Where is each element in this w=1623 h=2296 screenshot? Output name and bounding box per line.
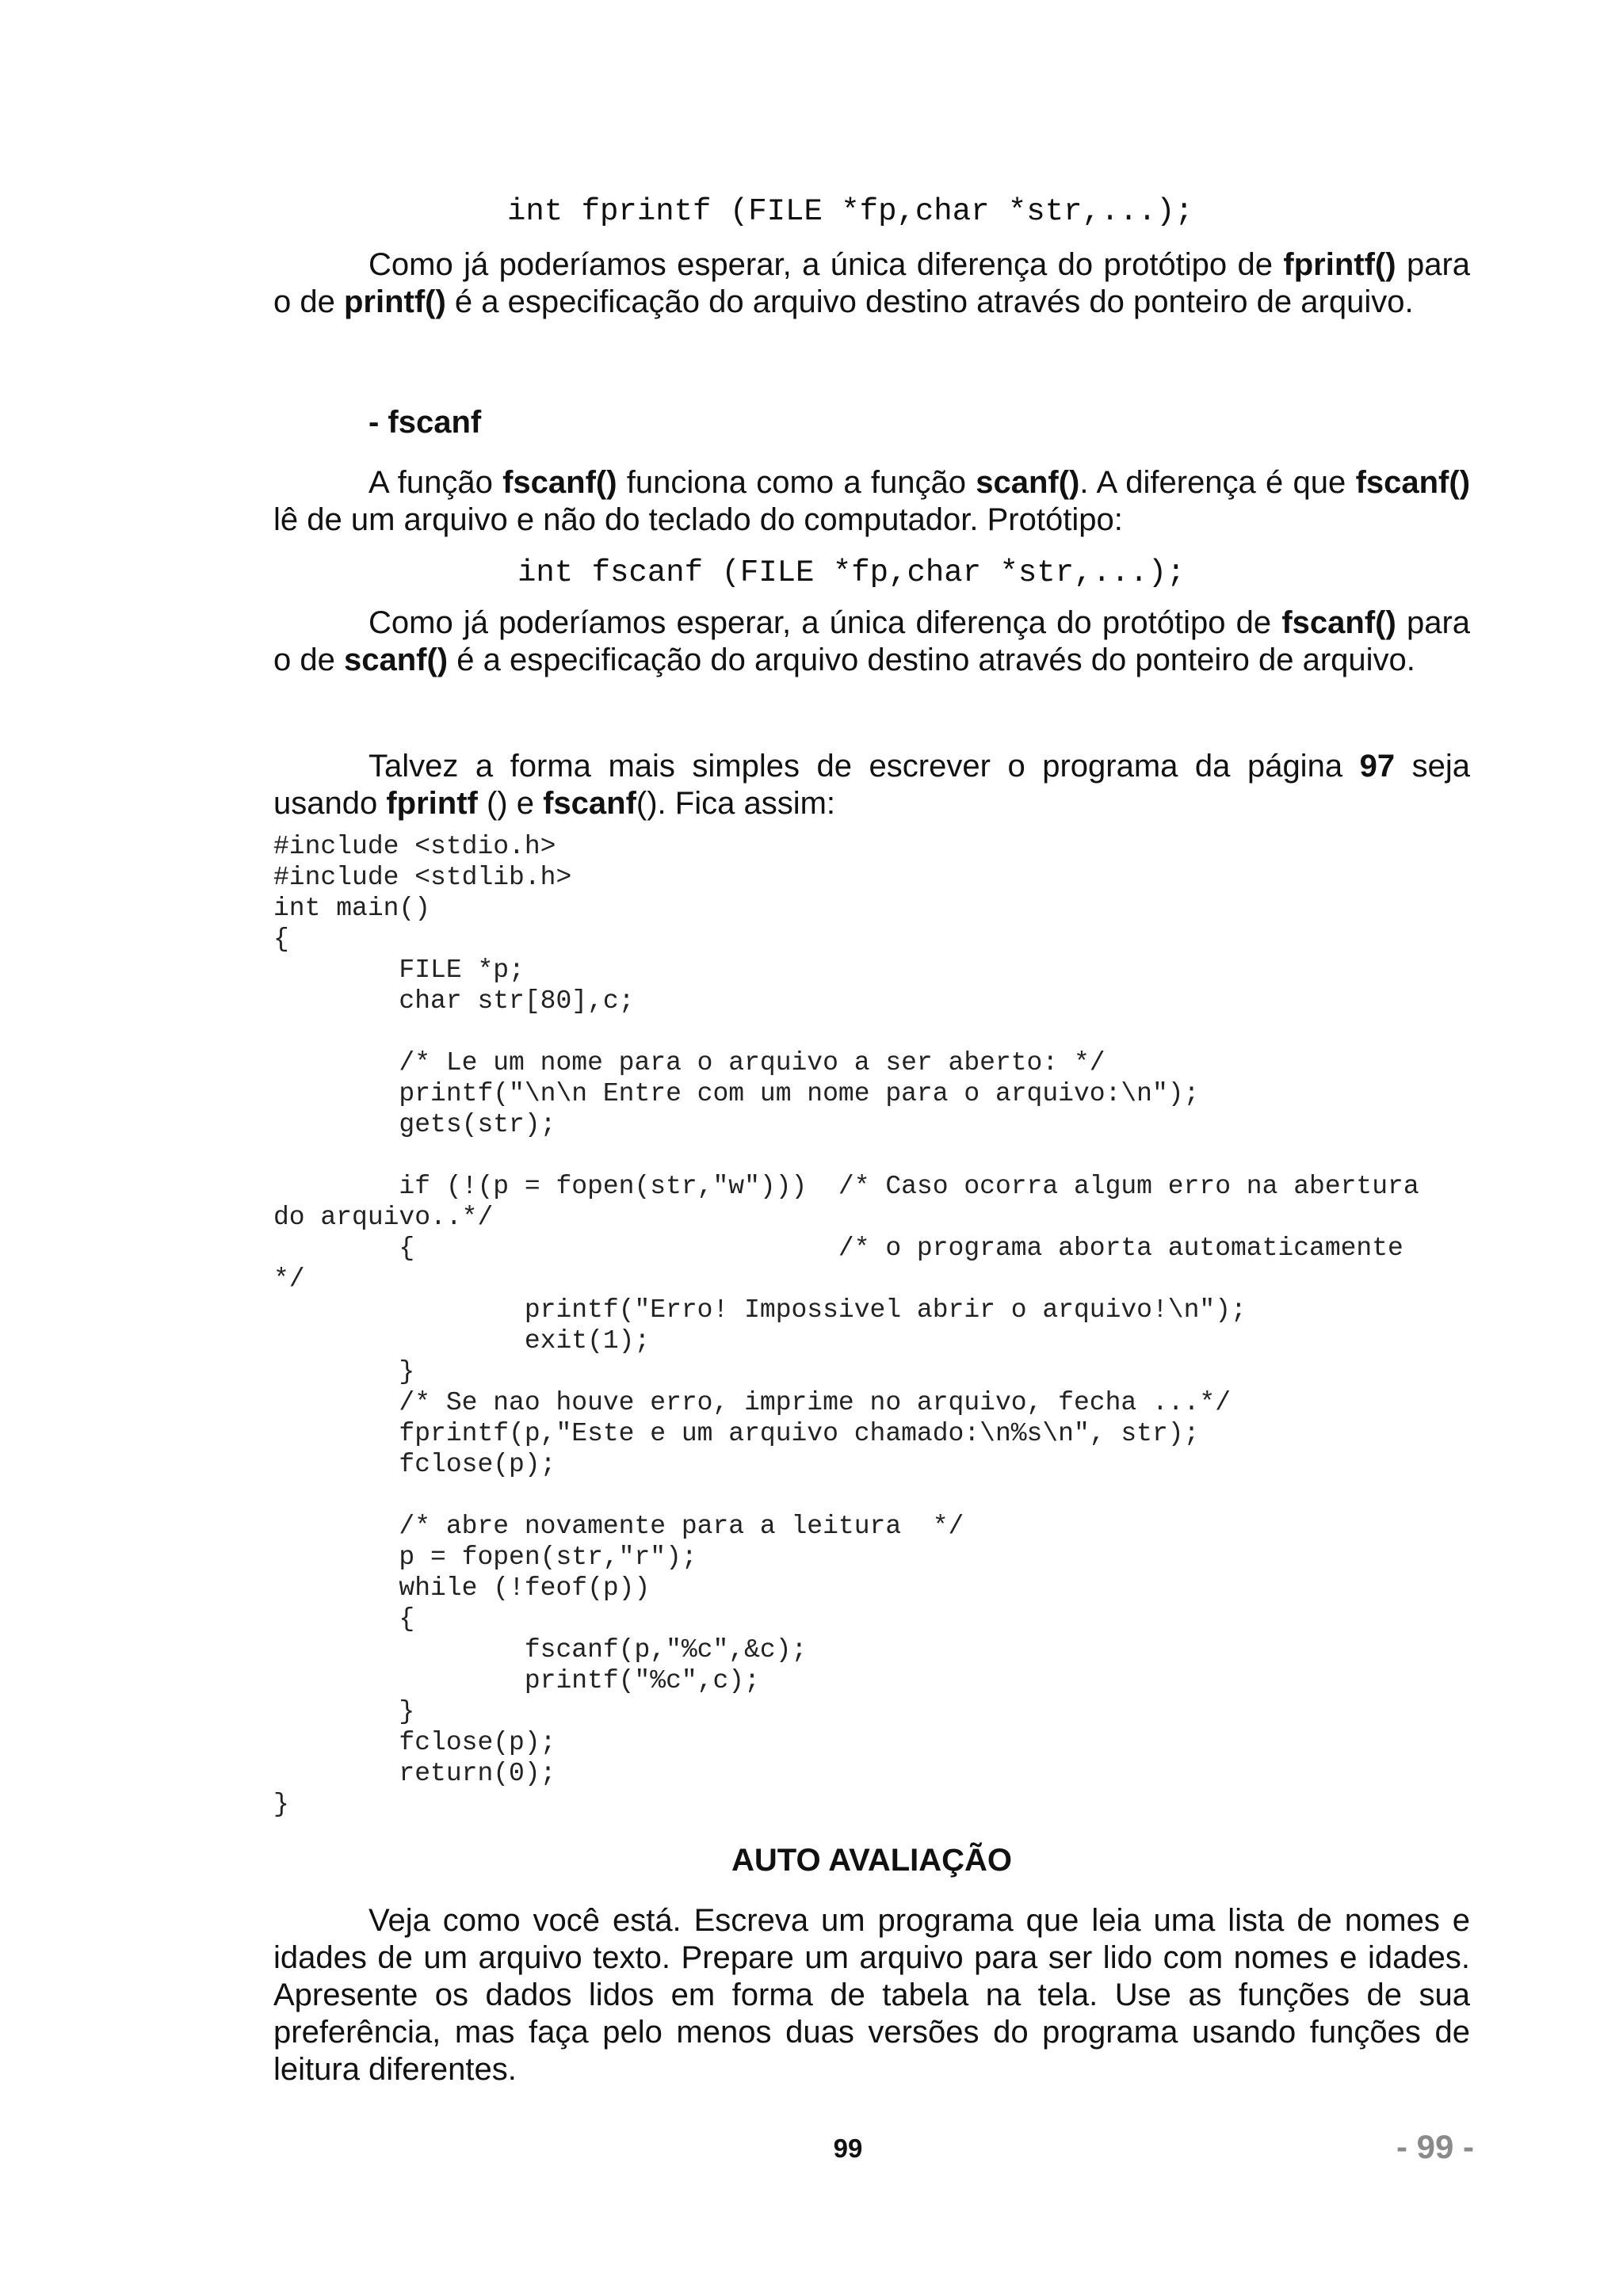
code-line: gets(str); — [273, 1110, 556, 1139]
code-line: } — [273, 1697, 415, 1726]
code-line: FILE *p; — [273, 955, 525, 985]
code-line: */ — [273, 1264, 305, 1294]
paragraph-auto-avaliacao: Veja como você está. Escreva um programa que leia uma lista de nomes e idades de um arquivo texto. Prepare um arquivo para ser lido com nomes e idades. Apresente os dados lidos em forma de tabela na tela. Use as funções de sua preferência, mas faça pelo menos duas versões do programa usando funções de leitura diferentes. — [273, 1903, 1470, 2087]
code-line: #include <stdlib.h> — [273, 863, 572, 892]
code-line: int main() — [273, 894, 431, 923]
code-line: /* Se nao houve erro, imprime no arquivo, fecha ...*/ — [273, 1388, 1231, 1417]
code-line: } — [273, 1790, 289, 1819]
heading-fscanf: - fscanf — [369, 405, 482, 440]
paragraph-fscanf-difference: Como já poderíamos esperar, a única diferença do protótipo de fscanf() para o de scanf() é a especificação do arquivo destino através do ponteiro de arquivo. — [273, 605, 1471, 677]
code-line: } — [273, 1357, 415, 1386]
printf-keyword: printf() — [343, 284, 446, 319]
code-line: { — [273, 925, 289, 954]
code-line: /* Le um nome para o arquivo a ser aberto: */ — [273, 1048, 1106, 1077]
code-line: #include <stdio.h> — [273, 832, 556, 861]
paragraph-fprintf-difference: Como já poderíamos esperar, a única diferença do protótipo de fprintf() para o de printf() é a especificação do arquivo destino através do ponteiro de arquivo. — [273, 247, 1471, 319]
code-line: fclose(p); — [273, 1728, 556, 1757]
code-line: fprintf(p,"Este e um arquivo chamado:\n%s\n", str); — [273, 1419, 1200, 1448]
code-line: fclose(p); — [273, 1450, 556, 1479]
code-line — [273, 1480, 1419, 1511]
fprintf-keyword: fprintf() — [1283, 247, 1396, 282]
code-line: fscanf(p,"%c",&c); — [273, 1635, 808, 1665]
code-line: char str[80],c; — [273, 986, 635, 1016]
code-line: while (!feof(p)) — [273, 1573, 651, 1603]
code-line: return(0); — [273, 1759, 556, 1788]
code-line — [273, 1140, 1419, 1171]
code-line: p = fopen(str,"r"); — [273, 1543, 697, 1572]
fscanf-prototype: int fscanf (FILE *fp,char *str,...); — [517, 555, 1186, 590]
code-line: { — [273, 1604, 415, 1634]
footer-page-label: - 99 - — [1396, 2128, 1474, 2165]
section-title-auto-avaliacao: AUTO AVALIAÇÃO — [731, 1843, 1013, 1878]
code-line — [273, 1016, 1419, 1047]
code-line: printf("Erro! Impossivel abrir o arquivo!\n"); — [273, 1295, 1247, 1325]
footer-page-number: 99 — [833, 2134, 863, 2163]
code-line: printf("\n\n Entre com um nome para o arquivo:\n"); — [273, 1079, 1200, 1108]
code-line: /* abre novamente para a leitura */ — [273, 1512, 964, 1541]
code-listing — [273, 831, 1419, 1820]
paragraph-program-intro: Talvez a forma mais simples de escrever o programa da página 97 seja usando fprintf () e fscanf(). Fica assim: — [273, 749, 1470, 821]
code-line: exit(1); — [273, 1326, 651, 1356]
paragraph-fscanf-intro: A função fscanf() funciona como a função scanf(). A diferença é que fscanf() lê de um arquivo e não do teclado do computador. Protótipo: — [273, 465, 1471, 537]
code-line: printf("%c",c); — [273, 1666, 760, 1695]
code-line: { /* o programa aborta automaticamente — [273, 1234, 1403, 1263]
code-line: if (!(p = fopen(str,"w"))) /* Caso ocorra algum erro na abertura — [273, 1172, 1419, 1201]
code-line: do arquivo..*/ — [273, 1203, 494, 1232]
fprintf-prototype: int fprintf (FILE *fp,char *str,...); — [507, 194, 1193, 229]
